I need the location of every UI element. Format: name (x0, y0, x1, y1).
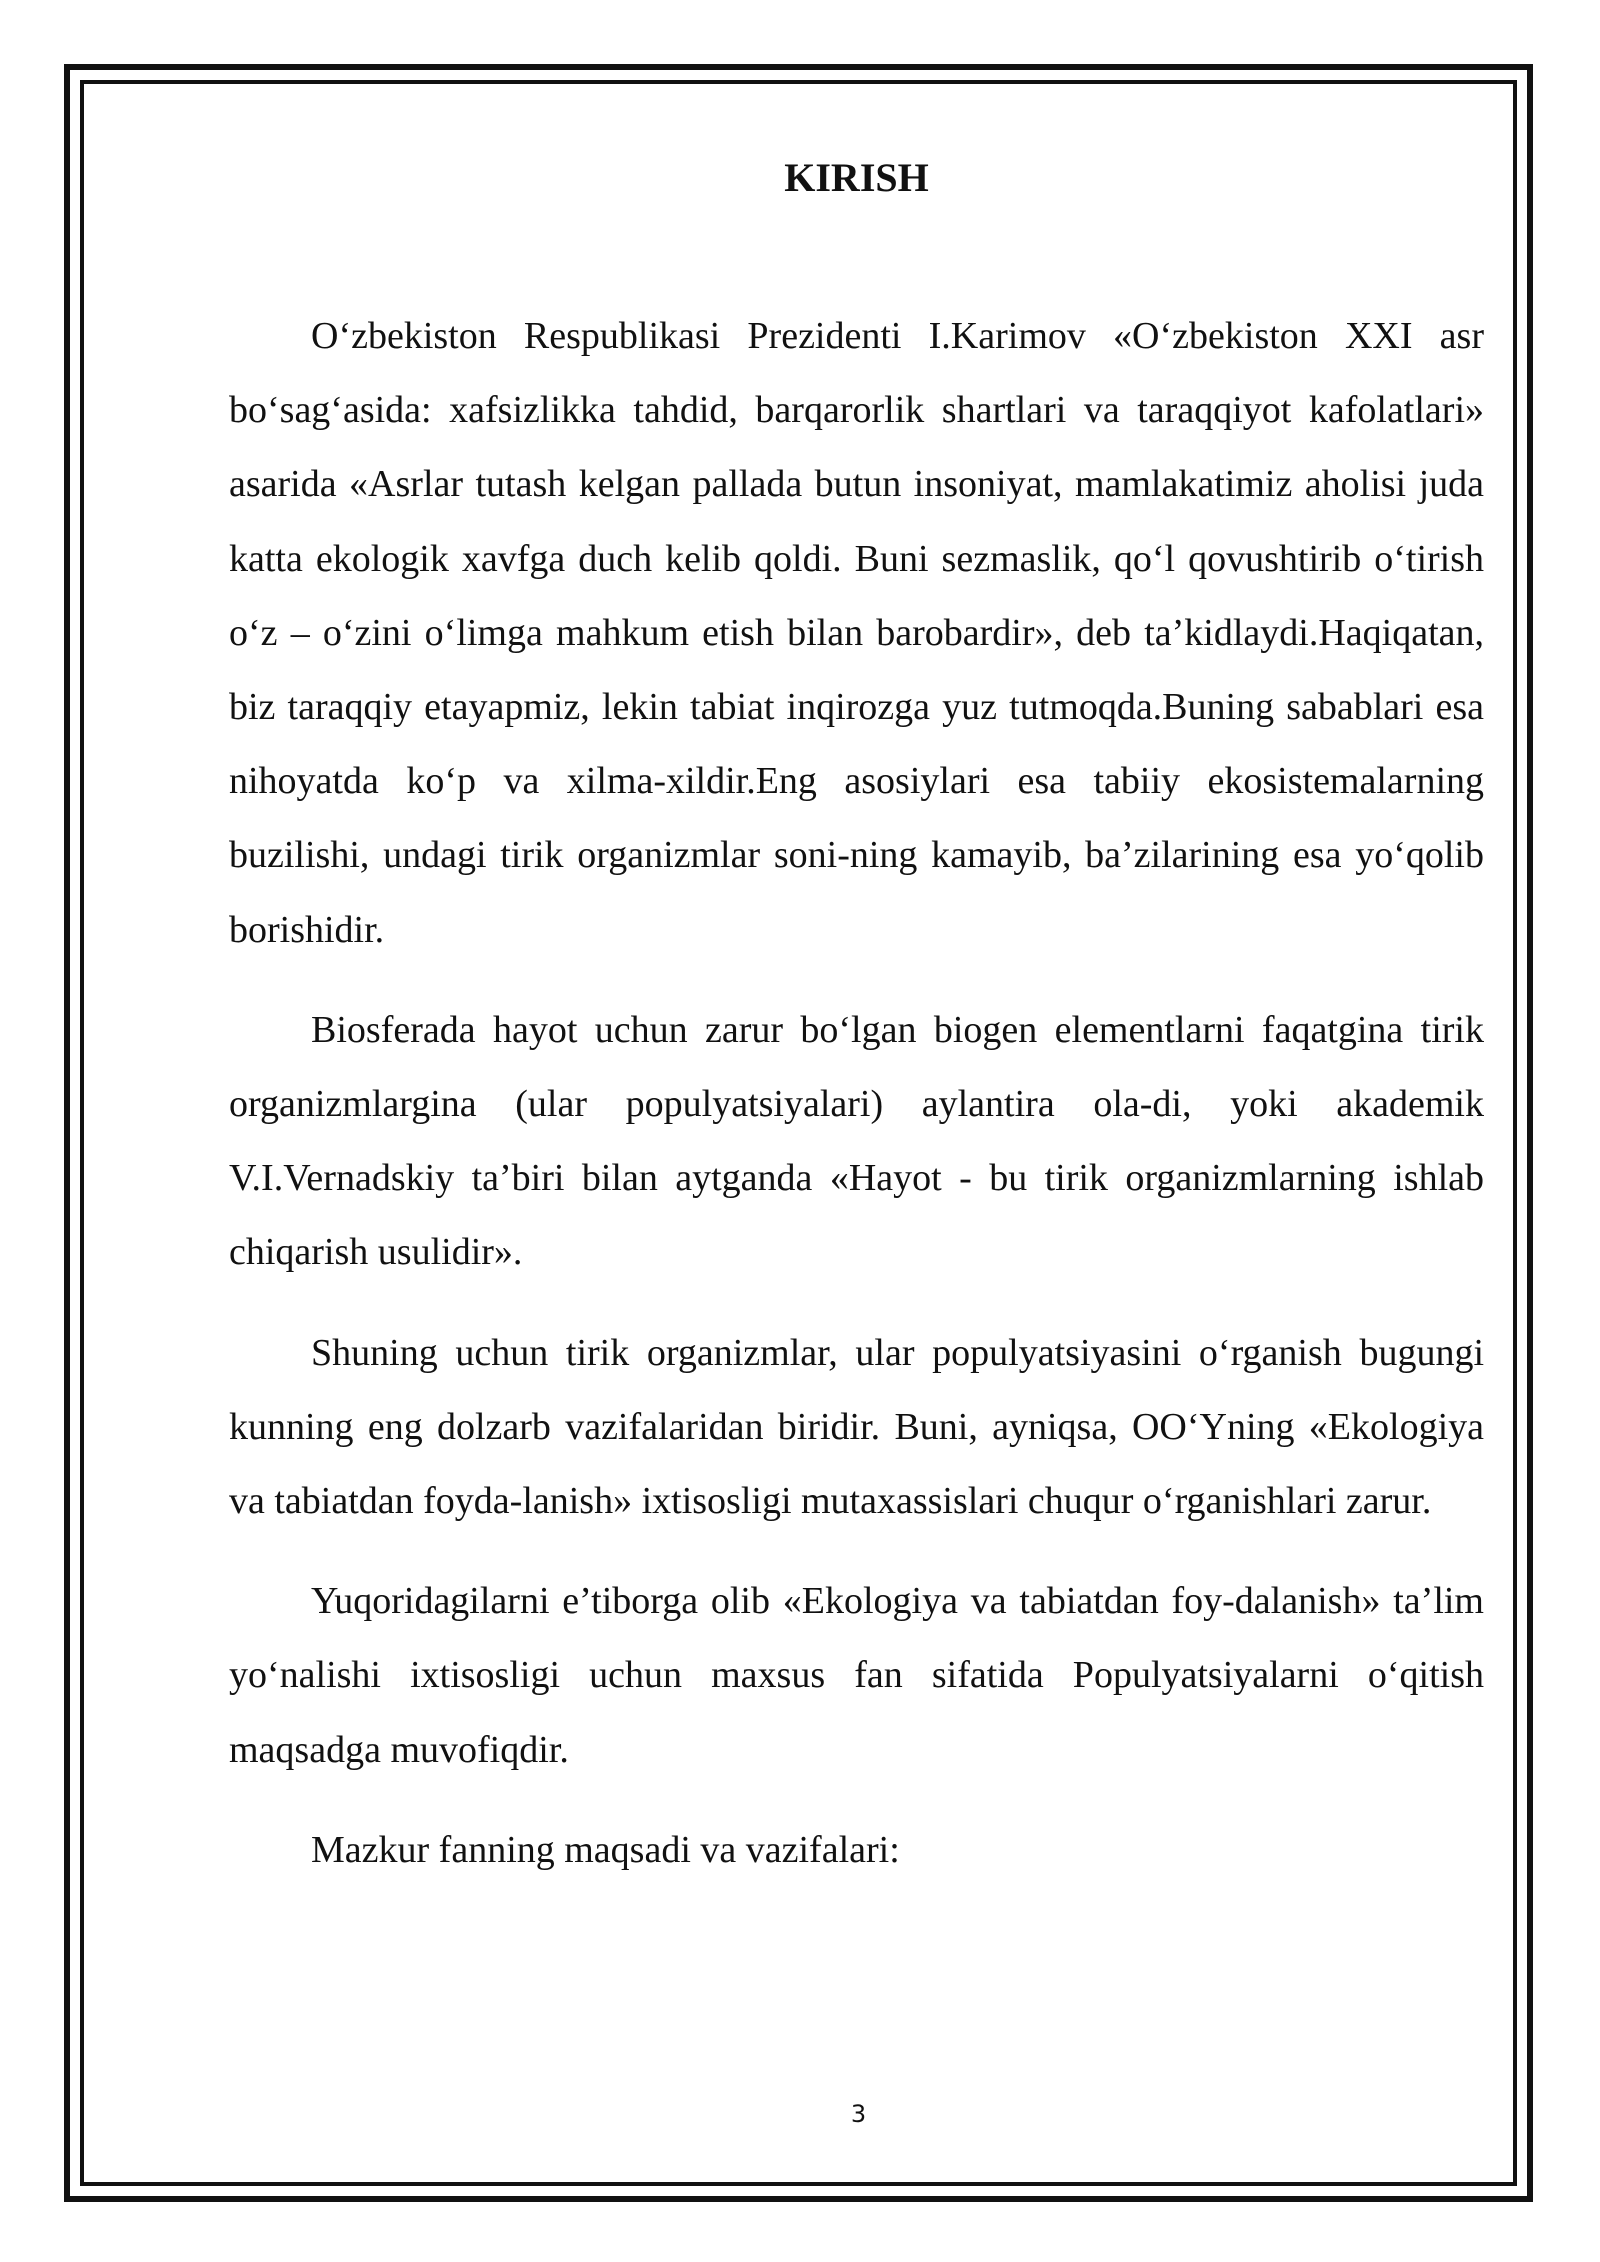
page-number: 3 (850, 2100, 867, 2128)
page-title: KIRISH (784, 155, 929, 200)
paragraph: Biosferada hayot uchun zarur bo‘lgan biogen elementlarni faqatgina tirik organizmlargina (ular populyatsiyalari) aylantira ola-di, yoki akademik V.I.Vernadskiy ta’biri bilan aytganda «Hayot - bu tirik organizmlarning ishlab chiqarish usulidir». (229, 1008, 1484, 1274)
paragraph: Mazkur fanning maqsadi va vazifalari: (311, 1828, 900, 1871)
paragraph: Shuning uchun tirik organizmlar, ular populyatsiyasini o‘rganish bugungi kunning eng dolzarb vazifalaridan biridir. Buni, ayniqsa, OO‘Yning «Ekologiya va tabiatdan foyda-lanish» ixtisosligi mutaxassislari chuqur o‘rganishlari zarur. (229, 1331, 1484, 1523)
page-content (229, 150, 1484, 1913)
paragraph: Yuqoridagilarni e’tiborga olib «Ekologiya va tabiatdan foy-dalanish» ta’lim yo‘nalishi ixtisosligi uchun maxsus fan sifatida Populyatsiyalarni o‘qitish maqsadga muvofiqdir. (229, 1580, 1484, 1771)
paragraph: O‘zbekiston Respublikasi Prezidenti I.Karimov «O‘zbekiston XXI asr bo‘sag‘asida: xafsizlikka tahdid, barqarorlik shartlari va taraqqiyot kafolatlari» asarida «Asrlar tutash kelgan pallada butun insoniyat, mamlakatimiz aholisi juda katta ekologik xavfga duch kelib qoldi. Buni sezmaslik, qo‘l qovushtirib o‘tirish o‘z – o‘zini o‘limga mahkum etish bilan barobardir», deb ta’kidlaydi.Haqiqatan, biz taraqqiy etayapmiz, lekin tabiat inqirozga yuz tutmoqda.Buning sabablari esa nihoyatda ko‘p va xilma-xildir.Eng asosiylari esa tabiiy ekosistemalarning buzilishi, undagi tirik organizmlar soni-ning kamayib, ba’zilarining esa yo‘qolib borishidir. (229, 315, 1484, 951)
